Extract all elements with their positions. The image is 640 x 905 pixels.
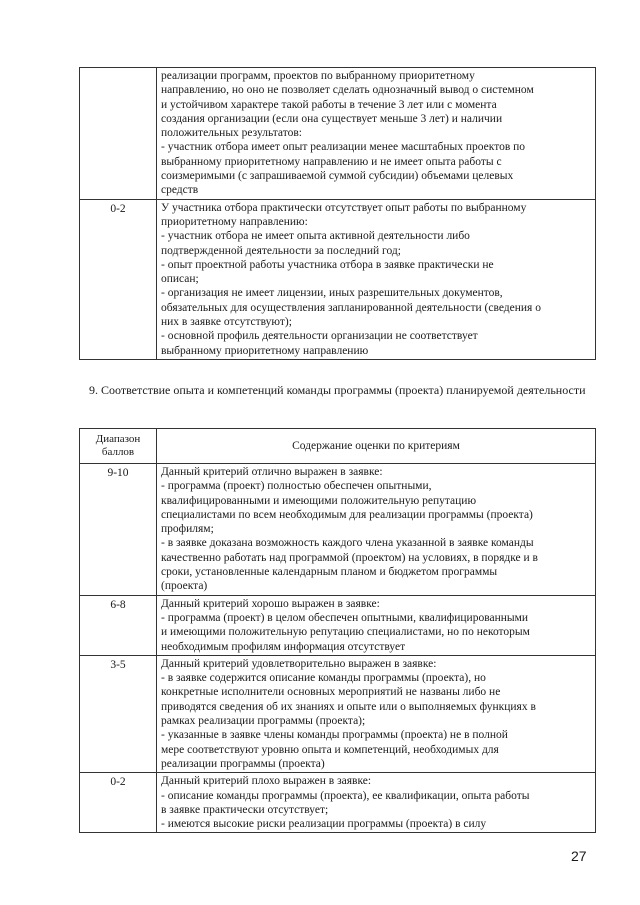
- description-line: приоритетному направлению:: [161, 215, 308, 228]
- section-9-title: 9. Соответствие опыта и компетенций команды программы (проекта) планируемой деятельности: [89, 383, 586, 397]
- page-number: 27: [571, 848, 587, 864]
- description-line: обязательных для осуществления запланированной деятельности (сведения о: [161, 301, 541, 314]
- score-range: [80, 68, 157, 200]
- description-line: рамках реализации программы (проекта);: [161, 715, 366, 728]
- criteria-description: [157, 655, 596, 772]
- table-row: [80, 464, 596, 596]
- table-row: [80, 199, 596, 359]
- criteria-table-8: [79, 67, 596, 360]
- header-score: Диапазон баллов: [80, 429, 157, 464]
- description-line: - основной профиль деятельности организации не соответствует: [161, 330, 478, 343]
- description-line: них в заявке отсутствуют);: [161, 316, 292, 329]
- description-line: Данный критерий плохо выражен в заявке:: [161, 775, 372, 788]
- description-line: Данный критерий удовлетворительно выражен в заявке:: [161, 657, 437, 670]
- description-line: описан;: [161, 273, 199, 286]
- description-line: мере соответствуют уровню опыта и компетенций, необходимых для: [161, 743, 499, 756]
- table-row: [80, 68, 596, 200]
- table-row: [80, 595, 596, 655]
- description-line: - участник отбора не имеет опыта активной деятельности либо: [161, 230, 470, 243]
- description-line: реализации программы (проекта): [161, 757, 325, 770]
- description-line: выбранному приоритетному направлению и не имеет опыта работы с: [161, 155, 502, 168]
- description-line: - организация не имеет лицензии, иных разрешительных документов,: [161, 287, 503, 300]
- score-range: 6-8: [80, 595, 157, 655]
- description-line: специалистами по всем необходимым для реализации программы (проекта): [161, 508, 533, 521]
- score-range: 0-2: [80, 773, 157, 833]
- description-line: сроки, установленные календарным планом и бюджетом программы: [161, 566, 498, 579]
- table-row: [80, 655, 596, 772]
- description-line: средств: [161, 184, 199, 197]
- description-line: положительных результатов:: [161, 127, 302, 140]
- description-line: - опыт проектной работы участника отбора в заявке практически не: [161, 258, 494, 271]
- description-line: подтвержденной деятельности за последний год;: [161, 244, 401, 257]
- description-line: реализации программ, проектов по выбранному приоритетному: [161, 70, 475, 82]
- description-line: необходимым профилям информация отсутствует: [161, 640, 406, 653]
- description-line: - имеются высокие риски реализации программы (проекта) в силу: [161, 818, 487, 831]
- description-line: и имеющими положительную репутацию специалистами, но по некоторым: [161, 626, 530, 639]
- description-line: Данный критерий хорошо выражен в заявке:: [161, 597, 380, 610]
- description-line: - участник отбора имеет опыт реализации менее масштабных проектов по: [161, 141, 526, 154]
- score-range: 3-5: [80, 655, 157, 772]
- description-line: - программа (проект) полностью обеспечен опытными,: [161, 480, 432, 493]
- criteria-description: [157, 68, 596, 200]
- description-line: в заявке практически отсутствует;: [161, 803, 329, 816]
- description-line: - описание команды программы (проекта), ее квалификации, опыта работы: [161, 789, 530, 802]
- description-line: выбранному приоритетному направлению: [161, 344, 369, 357]
- score-range: 0-2: [80, 199, 157, 359]
- description-line: и устойчивом характере такой работы в течение 3 лет или с момента: [161, 98, 497, 111]
- description-line: направлению, но оно не позволяет сделать однозначный вывод о системном: [161, 84, 534, 97]
- description-line: Данный критерий отлично выражен в заявке:: [161, 466, 383, 478]
- criteria-description: [157, 773, 596, 833]
- description-line: У участника отбора практически отсутствует опыт работы по выбранному: [161, 201, 527, 214]
- description-line: создания организации (если она существует меньше 3 лет) и наличии: [161, 112, 503, 125]
- criteria-table-9: [79, 428, 596, 833]
- description-line: - указанные в заявке члены команды программы (проекта) не в полной: [161, 729, 508, 742]
- table-row: [80, 773, 596, 833]
- description-line: квалифицированными и имеющими положительную репутацию: [161, 494, 477, 507]
- score-range: 9-10: [80, 464, 157, 596]
- table-header-row: [80, 429, 596, 464]
- criteria-description: [157, 595, 596, 655]
- description-line: приводятся сведения об их знаниях и опыте или о выполняемых функциях в: [161, 700, 536, 713]
- description-line: - программа (проект) в целом обеспечен опытными, квалифицированными: [161, 611, 529, 624]
- description-line: качественно работать над программой (проектом) на условиях, в порядке и в: [161, 551, 538, 564]
- description-line: конкретные исполнители основных мероприятий не названы либо не: [161, 686, 501, 699]
- description-line: (проекта): [161, 580, 208, 593]
- criteria-description: [157, 464, 596, 596]
- description-line: профилям;: [161, 523, 214, 536]
- description-line: соизмеримыми (с запрашиваемой суммой субсидии) объемами целевых: [161, 170, 514, 183]
- header-content: Содержание оценки по критериям: [157, 429, 596, 464]
- description-line: - в заявке содержится описание команды программы (проекта), но: [161, 672, 486, 685]
- criteria-description: [157, 199, 596, 359]
- description-line: - в заявке доказана возможность каждого члена указанной в заявке команды: [161, 537, 534, 550]
